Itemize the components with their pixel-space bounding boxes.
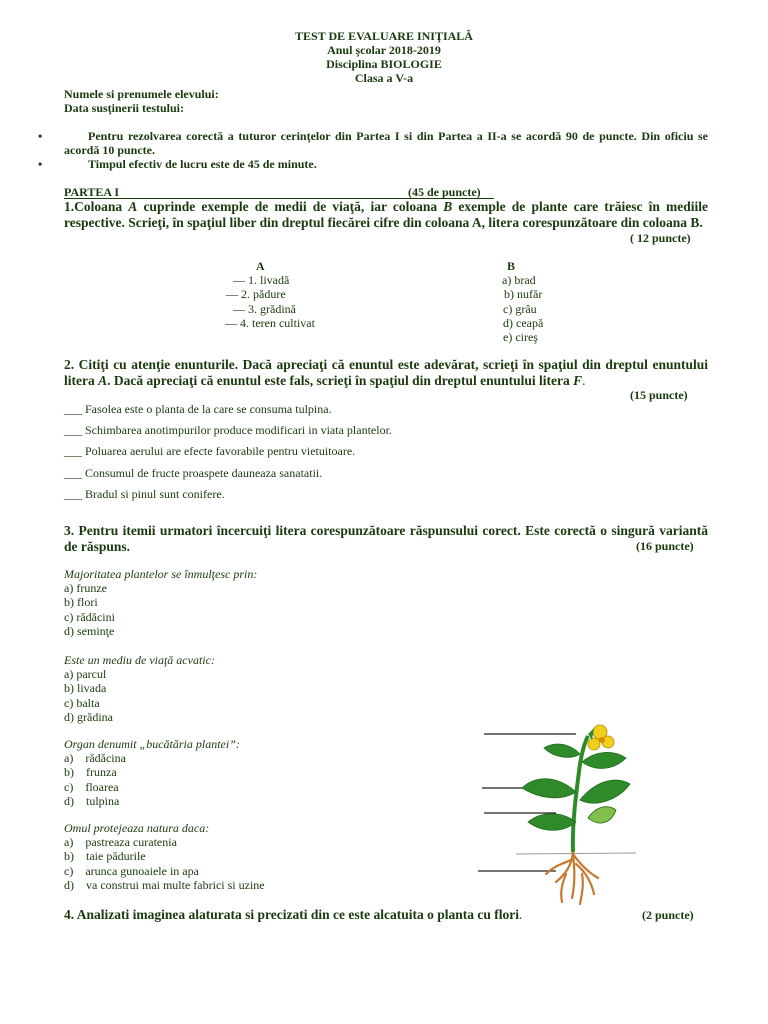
bullet-icon: • [38,157,43,171]
student-info [64,87,219,115]
mcq-question: Este un mediu de viaţă acvatic: [64,653,215,667]
mcq-option: b) taie pădurile [64,849,146,864]
q1-points: ( 12 puncte) [630,231,691,245]
column-a-list [222,273,342,330]
mcq-option: a) rădăcina [64,751,126,766]
column-b-item: a) brad [502,273,536,287]
ground-line [516,853,636,854]
part1-label: PARTEA I [64,185,120,199]
question-2: 2. Citiţi cu atenţie enunturile. Dacă apreciaţi că enuntul este adevărat, scrieţi în spaţiul din dreptul enuntului litera A. Dacă apreciaţi că enuntul este fals, scrieţi în spaţiul din dreptul enuntului litera F. [64,357,708,388]
column-b-item: d) ceapă [503,315,544,330]
test-header [0,29,768,85]
mcq-option: b) flori [64,595,98,610]
column-a-item: — 1. livadă [233,273,290,287]
mcq-option: d) grădina [64,709,113,724]
statement-item: ___ Poluarea aerului are efecte favorabile pentru vietuitoare. [64,444,356,458]
instruction-2: • Timpul efectiv de lucru este de 45 de minute. [38,157,317,171]
test-title: TEST DE EVALUARE INIŢIALĂ [295,29,473,43]
column-a-item: — 4. teren cultivat [225,315,315,330]
column-a-item: — 2. pădure [226,287,286,302]
mcq-option: a) frunze [64,581,107,596]
mcq-option: d) tulpina [64,793,120,808]
subject: Disciplina BIOLOGIE [326,57,442,71]
mcq-item-2 [64,653,215,724]
column-b-header: B [507,259,516,273]
statement-item: ___ Bradul si pinul sunt conifere. [64,487,225,501]
part1-heading [64,185,494,199]
column-a-item: — 3. grădină [233,301,296,316]
statement-item: ___ Consumul de fructe proaspete dauneaza sanatatii. [64,466,323,480]
part1-points: (45 de puncte) [408,185,481,199]
statement-item: ___ Schimbarea anotimpurilor produce modificari in viata plantelor. [64,423,392,437]
column-b-item: c) grâu [503,301,537,316]
school-year: Anul şcolar 2018-2019 [327,43,441,57]
q2-points: (15 puncte) [630,388,688,402]
mcq-question: Majoritatea plantelor se înmulţesc prin: [64,567,258,581]
mcq-option: a) parcul [64,667,107,682]
question-4: 4. Analizati imaginea alaturata si precizati din ce este alcatuita o planta cu flori. [64,907,523,922]
column-b-item: e) cireş [503,330,538,345]
mcq-option: c) floarea [64,779,119,794]
mcq-option: d) seminţe [64,623,115,638]
mcq-option: a) pastreaza curatenia [64,835,177,850]
q4-points: (2 puncte) [642,908,694,922]
roots-icon [546,852,598,904]
question-1: 1.Coloana A cuprinde exemple de medii de viaţă, iar coloana B exemple de plante care trăiesc în mediile respective. Scrieţi, în spaţiul liber din dreptul fiecărei cifre din coloana A, litera corespunzătoare din coloana B. [64,199,708,230]
mcq-option: b) livada [64,681,107,696]
mcq-option: c) rădăcini [64,609,115,624]
student-name-label: Numele si prenumele elevului: [64,87,219,101]
mcq-question: Omul protejeaza natura daca: [64,821,210,835]
q3-points: (16 puncte) [636,539,694,553]
column-b-item: b) nufăr [504,287,543,302]
statement-item: ___ Fasolea este o planta de la care se consuma tulpina. [64,402,332,416]
mcq-question: Organ denumit „bucătăria plantei”: [64,737,240,751]
mcq-option: b) frunza [64,765,117,780]
mcq-item-4 [64,821,265,892]
mcq-option: d) va construi mai multe fabrici si uzine [64,877,265,892]
column-b-list [502,273,582,344]
mcq-item-1 [64,567,257,638]
test-date-label: Data susţinerii testului: [64,101,184,115]
column-a-header: A [256,259,265,273]
bullet-icon: • [38,129,43,143]
flower-icon [588,725,614,750]
flowering-plant-illustration [476,714,648,908]
instruction-1: • Pentru rezolvarea corectă a tuturor cerinţelor din Partea I si din Partea a II-a se acordă 90 de puncte. Din oficiu se acordă 10 puncte. [38,129,708,157]
mcq-option: c) arunca gunoaiele in apa [64,863,199,878]
mcq-item-3 [64,737,240,808]
mcq-option: c) balta [64,695,100,710]
question-3: 3. Pentru itemii urmatori încercuiţi litera corespunzătoare răspunsului corect. Este corectă o singură variantă de răspuns. [64,523,708,554]
grade: Clasa a V-a [354,71,414,85]
